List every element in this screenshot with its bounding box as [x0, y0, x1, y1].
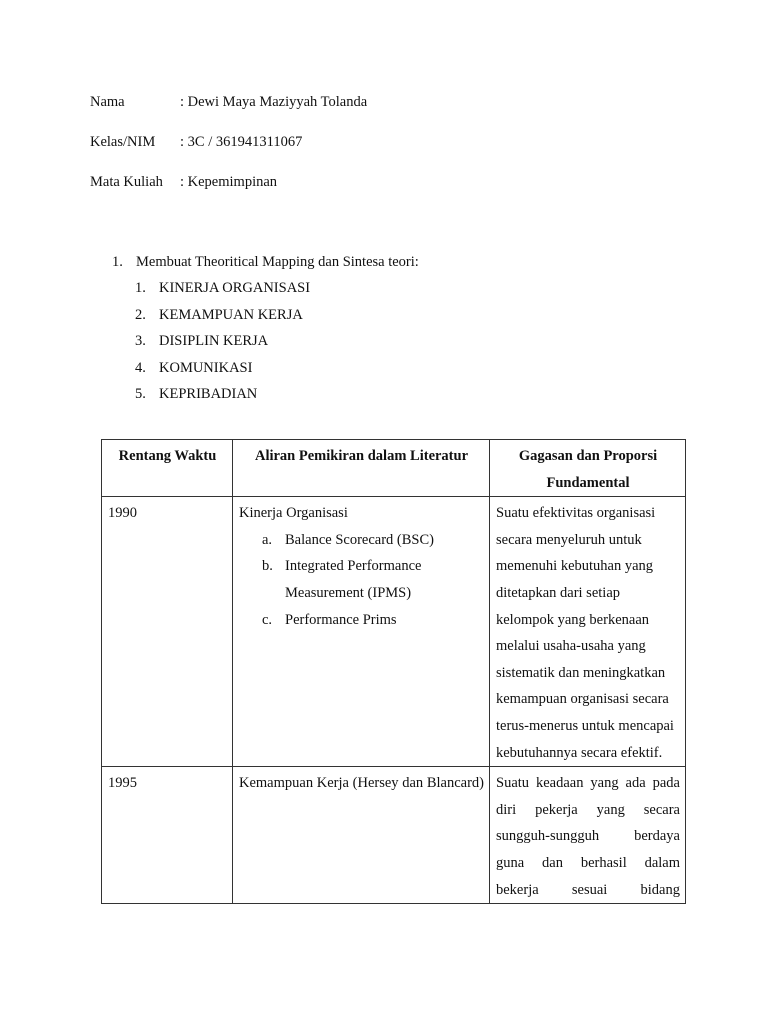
task-heading — [112, 252, 419, 272]
stream-title: Kinerja Organisasi — [239, 505, 348, 522]
cell-year: 1990 — [102, 497, 233, 767]
topic-item — [135, 305, 310, 332]
stream-sub-item — [239, 553, 484, 606]
header-literature-stream: Aliran Pemikiran dalam Literatur — [233, 440, 490, 497]
topic-label: DISIPLIN KERJA — [159, 333, 269, 350]
course-label: Mata Kuliah — [90, 174, 163, 190]
table-header-row — [102, 440, 686, 497]
topic-label: KOMUNIKASI — [159, 359, 253, 376]
name-value: : Dewi Maya Maziyyah Tolanda — [180, 94, 368, 110]
topic-item — [135, 384, 310, 411]
task-number: 1. — [112, 254, 123, 270]
cell-stream — [233, 767, 490, 904]
name-label: Nama — [90, 94, 125, 110]
cell-stream — [233, 497, 490, 767]
theoretical-mapping-table — [101, 439, 686, 904]
topic-item — [135, 278, 310, 305]
class-value: : 3C / 361941311067 — [180, 134, 303, 150]
stream-sub-item — [239, 527, 484, 554]
sub-item-letter: c. — [262, 611, 273, 628]
table-row — [102, 767, 686, 904]
task-text: Membuat Theoritical Mapping dan Sintesa teori: — [136, 254, 419, 270]
table-row — [102, 497, 686, 767]
course-value: : Kepemimpinan — [180, 174, 278, 190]
topic-number: 3. — [135, 333, 146, 350]
sub-item-letter: b. — [262, 558, 273, 575]
topic-number: 2. — [135, 306, 146, 323]
topic-label: KINERJA ORGANISASI — [159, 280, 311, 296]
sub-item-text: Integrated Performance Measurement (IPMS) — [285, 558, 422, 601]
topic-number: 1. — [135, 280, 146, 296]
topic-label: KEMAMPUAN KERJA — [159, 306, 303, 323]
header-time-range: Rentang Waktu — [102, 440, 233, 497]
sub-item-letter: a. — [262, 531, 273, 548]
cell-year: 1995 — [102, 767, 233, 904]
sub-item-text: Performance Prims — [285, 611, 397, 628]
topic-number: 4. — [135, 359, 146, 376]
header-fundamental-ideas: Gagasan dan Proporsi Fundamental — [490, 440, 686, 497]
cell-idea: Suatu keadaan yang ada pada diri pekerja yang secara sungguh-sungguh berdaya guna dan berhasil dalam bekerja sesuai bidang — [490, 767, 686, 904]
topic-item — [135, 331, 310, 358]
topic-list — [135, 278, 310, 411]
sub-item-text: Balance Scorecard (BSC) — [285, 531, 434, 548]
stream-title: Kemampuan Kerja (Hersey dan Blancard) — [239, 775, 484, 792]
cell-idea: Suatu efektivitas organisasi secara menyeluruh untuk memenuhi kebutuhan yang ditetapkan dari setiap kelompok yang berkenaan melalui usaha-usaha yang sistematik dan meningkatkan kemampuan organisasi secara terus-menerus untuk mencapai kebutuhannya secara efektif. — [490, 497, 686, 767]
stream-sub-item — [239, 607, 484, 634]
class-label: Kelas/NIM — [90, 134, 156, 150]
stream-sub-list — [239, 527, 484, 633]
topic-number: 5. — [135, 386, 146, 403]
topic-item — [135, 358, 310, 385]
topic-label: KEPRIBADIAN — [159, 386, 258, 403]
